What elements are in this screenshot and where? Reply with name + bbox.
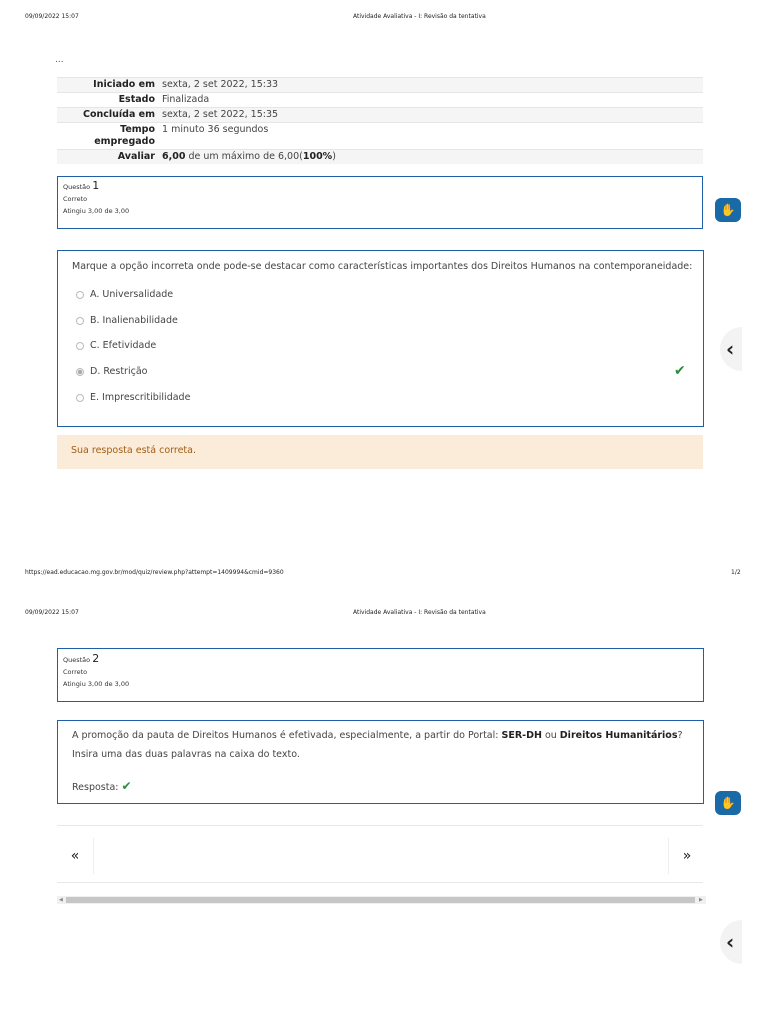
- grade-max: de um máximo de 6,00(: [185, 151, 303, 162]
- feedback-text: Sua resposta está correta.: [71, 445, 196, 456]
- scrollbar-thumb[interactable]: [66, 897, 695, 903]
- question-number: Questão 1: [63, 179, 100, 192]
- radio-icon[interactable]: [76, 394, 84, 402]
- ellipsis: ...: [55, 55, 64, 65]
- summary-row-state: [57, 92, 703, 107]
- print-url: https://ead.educacao.mg.gov.br/mod/quiz/review.php?attempt=1409994&cmid=9360: [25, 569, 284, 576]
- answer-label: Resposta:: [72, 782, 119, 793]
- nav-top-divider: [57, 825, 703, 826]
- print-title-2: Atividade Avaliativa - I: Revisão da tentativa: [353, 609, 486, 616]
- correct-check-icon: ✔: [121, 779, 132, 793]
- scroll-right-arrow-icon[interactable]: ▶: [699, 897, 703, 903]
- scroll-left-arrow-icon[interactable]: ◀: [59, 897, 63, 903]
- question-1-info: [57, 176, 703, 229]
- question-state: Correto: [63, 195, 88, 203]
- answer-row: [72, 779, 132, 793]
- question-2-info: [57, 648, 704, 702]
- summary-value: 1 minuto 36 segundos: [162, 124, 269, 135]
- print-datetime: 09/09/2022 15:07: [25, 13, 79, 20]
- drawer-chevron-left-icon[interactable]: ‹: [720, 327, 742, 371]
- radio-icon[interactable]: [76, 317, 84, 325]
- question-grade: Atingiu 3,00 de 3,00: [63, 207, 130, 215]
- term-ser-dh: SER-DH: [501, 730, 542, 741]
- summary-row-completed: [57, 107, 703, 122]
- print-title: Atividade Avaliativa - I: Revisão da tentativa: [353, 13, 486, 20]
- summary-label: Estado: [118, 94, 155, 105]
- question-state: Correto: [63, 668, 88, 676]
- summary-value: [160, 150, 703, 164]
- summary-row-started: [57, 77, 703, 92]
- accessibility-hand-icon-2[interactable]: ✋: [715, 791, 741, 815]
- summary-label: Avaliar: [117, 151, 155, 162]
- print-page-number: 1/2: [731, 569, 741, 576]
- question-1-text: Marque a opção incorreta onde pode-se destacar como características importantes dos Direitos Humanos na contemporaneidade:: [72, 261, 693, 272]
- prev-page-button[interactable]: «: [57, 838, 94, 874]
- option-c[interactable]: C. Efetividade: [76, 340, 156, 351]
- option-e[interactable]: E. Imprescritibilidade: [76, 392, 190, 403]
- grade-score: 6,00: [162, 151, 186, 162]
- correct-check-icon: ✔: [674, 363, 686, 379]
- horizontal-scrollbar[interactable]: [57, 896, 706, 904]
- grade-close: ): [332, 151, 336, 162]
- question-2-content: [57, 720, 704, 804]
- summary-row-grade: [57, 149, 703, 164]
- option-d[interactable]: D. Restrição: [76, 366, 147, 377]
- summary-label: Tempo empregado: [94, 124, 155, 147]
- next-page-button[interactable]: »: [668, 838, 705, 874]
- option-a[interactable]: A. Universalidade: [76, 289, 173, 300]
- radio-selected-icon[interactable]: [76, 368, 84, 376]
- feedback-box: [57, 435, 703, 469]
- option-b[interactable]: B. Inalienabilidade: [76, 315, 178, 326]
- term-direitos-humanitarios: Direitos Humanitários: [559, 730, 678, 741]
- nav-bottom-divider: [57, 882, 703, 883]
- question-grade: Atingiu 3,00 de 3,00: [63, 680, 130, 688]
- question-1-content: [57, 250, 704, 427]
- drawer-chevron-left-icon-2[interactable]: ‹: [720, 920, 742, 964]
- question-number: Questão 2: [63, 652, 100, 665]
- radio-icon[interactable]: [76, 342, 84, 350]
- radio-icon[interactable]: [76, 291, 84, 299]
- question-2-instruction: Insira uma das duas palavras na caixa do texto.: [72, 749, 300, 760]
- summary-value: Finalizada: [162, 94, 210, 105]
- summary-value: sexta, 2 set 2022, 15:35: [162, 109, 279, 120]
- summary-value: sexta, 2 set 2022, 15:33: [162, 79, 279, 90]
- summary-row-time-taken: [57, 122, 703, 149]
- summary-label: Concluída em: [82, 109, 155, 120]
- print-datetime-2: 09/09/2022 15:07: [25, 609, 79, 616]
- attempt-summary-table: [57, 77, 703, 164]
- accessibility-hand-icon[interactable]: ✋: [715, 198, 741, 222]
- grade-percent: 100%: [302, 151, 333, 162]
- summary-label: Iniciado em: [93, 79, 155, 90]
- question-2-text: A promoção da pauta de Direitos Humanos é efetivada, especialmente, a partir do Portal: SER-DH ou Direitos Humanitários?: [72, 730, 683, 741]
